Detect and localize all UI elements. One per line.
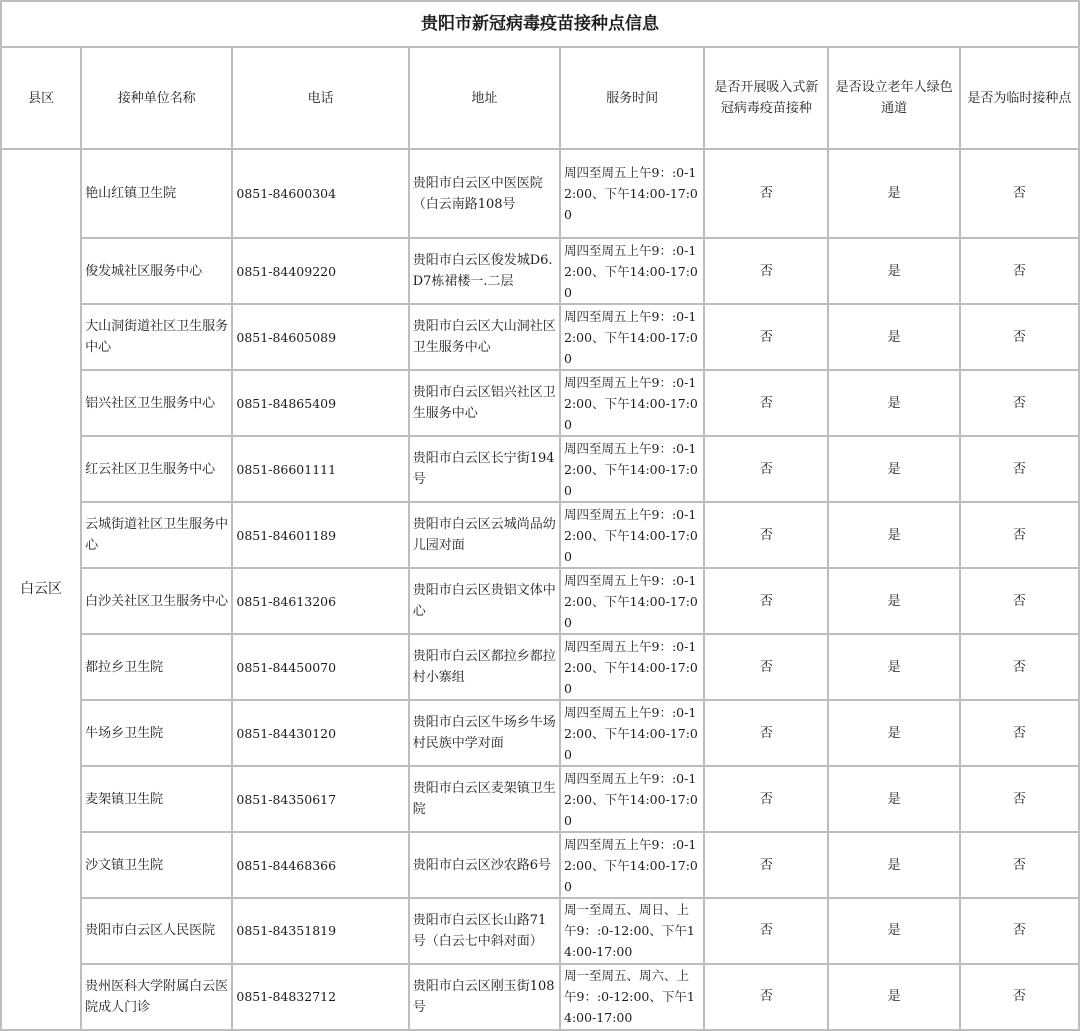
elderly-flag: 是	[829, 239, 958, 303]
site-phone: 0851-86601111	[233, 437, 407, 501]
site-hours: 周四至周五上午9：:0-12:00、下午14:00-17:00	[561, 371, 703, 435]
site-address: 贵阳市白云区俊发城D6.D7栋裙楼一.二层	[410, 239, 559, 303]
site-name: 牛场乡卫生院	[82, 701, 231, 765]
site-address: 贵阳市白云区麦架镇卫生院	[410, 767, 559, 831]
site-name: 大山洞街道社区卫生服务中心	[82, 305, 231, 369]
site-hours: 周四至周五上午9：:0-12:00、下午14:00-17:00	[561, 833, 703, 897]
table-row	[2, 701, 1078, 765]
header-address: 地址	[410, 48, 559, 148]
temporary-flag: 否	[961, 767, 1078, 831]
site-hours: 周四至周五上午9：:0-12:00、下午14:00-17:00	[561, 239, 703, 303]
header-county: 县区	[2, 48, 80, 148]
site-hours: 周四至周五上午9：:0-12:00、下午14:00-17:00	[561, 150, 703, 237]
header-hours: 服务时间	[561, 48, 703, 148]
inhaled-flag: 否	[705, 701, 827, 765]
elderly-flag: 是	[829, 305, 958, 369]
temporary-flag: 否	[961, 569, 1078, 633]
site-hours: 周四至周五上午9：:0-12:00、下午14:00-17:00	[561, 701, 703, 765]
temporary-flag: 否	[961, 833, 1078, 897]
header-row	[2, 48, 1078, 148]
site-hours: 周四至周五上午9：:0-12:00、下午14:00-17:00	[561, 767, 703, 831]
site-phone: 0851-84600304	[233, 150, 407, 237]
site-name: 贵州医科大学附属白云医院成人门诊	[82, 965, 231, 1029]
site-phone: 0851-84832712	[233, 965, 407, 1029]
site-name: 都拉乡卫生院	[82, 635, 231, 699]
site-address: 贵阳市白云区牛场乡牛场村民族中学对面	[410, 701, 559, 765]
temporary-flag: 否	[961, 899, 1078, 963]
site-address: 贵阳市白云区中医医院（白云南路108号	[410, 150, 559, 237]
site-address: 贵阳市白云区刚玉街108号	[410, 965, 559, 1029]
table-row	[2, 239, 1078, 303]
elderly-flag: 是	[829, 833, 958, 897]
site-hours: 周一至周五、周六、上午9：:0-12:00、下午14:00-17:00	[561, 965, 703, 1029]
table-row	[2, 833, 1078, 897]
elderly-flag: 是	[829, 701, 958, 765]
table-row	[2, 305, 1078, 369]
site-hours: 周四至周五上午9：:0-12:00、下午14:00-17:00	[561, 569, 703, 633]
temporary-flag: 否	[961, 437, 1078, 501]
header-elderly: 是否设立老年人绿色通道	[829, 48, 958, 148]
inhaled-flag: 否	[705, 899, 827, 963]
site-address: 贵阳市白云区云城尚品幼儿园对面	[410, 503, 559, 567]
site-phone: 0851-84450070	[233, 635, 407, 699]
inhaled-flag: 否	[705, 437, 827, 501]
site-phone: 0851-84601189	[233, 503, 407, 567]
temporary-flag: 否	[961, 701, 1078, 765]
site-name: 俊发城社区服务中心	[82, 239, 231, 303]
site-address: 贵阳市白云区贵铝文体中心	[410, 569, 559, 633]
site-phone: 0851-84351819	[233, 899, 407, 963]
inhaled-flag: 否	[705, 569, 827, 633]
header-name: 接种单位名称	[82, 48, 231, 148]
inhaled-flag: 否	[705, 305, 827, 369]
temporary-flag: 否	[961, 635, 1078, 699]
temporary-flag: 否	[961, 371, 1078, 435]
table-row	[2, 635, 1078, 699]
table-row	[2, 150, 1078, 237]
site-name: 铝兴社区卫生服务中心	[82, 371, 231, 435]
inhaled-flag: 否	[705, 767, 827, 831]
site-address: 贵阳市白云区铝兴社区卫生服务中心	[410, 371, 559, 435]
elderly-flag: 是	[829, 150, 958, 237]
temporary-flag: 否	[961, 150, 1078, 237]
table-body	[2, 150, 1078, 1029]
table-row	[2, 767, 1078, 831]
site-name: 白沙关社区卫生服务中心	[82, 569, 231, 633]
table-row	[2, 437, 1078, 501]
site-phone: 0851-84468366	[233, 833, 407, 897]
inhaled-flag: 否	[705, 503, 827, 567]
table-row	[2, 899, 1078, 963]
site-name: 麦架镇卫生院	[82, 767, 231, 831]
site-phone: 0851-84430120	[233, 701, 407, 765]
site-name: 贵阳市白云区人民医院	[82, 899, 231, 963]
county-cell: 白云区	[2, 150, 80, 1029]
temporary-flag: 否	[961, 305, 1078, 369]
elderly-flag: 是	[829, 635, 958, 699]
site-name: 沙文镇卫生院	[82, 833, 231, 897]
header-phone: 电话	[233, 48, 407, 148]
temporary-flag: 否	[961, 965, 1078, 1029]
inhaled-flag: 否	[705, 371, 827, 435]
inhaled-flag: 否	[705, 635, 827, 699]
site-name: 艳山红镇卫生院	[82, 150, 231, 237]
site-address: 贵阳市白云区长宁街194号	[410, 437, 559, 501]
header-temporary: 是否为临时接种点	[961, 48, 1078, 148]
elderly-flag: 是	[829, 899, 958, 963]
elderly-flag: 是	[829, 371, 958, 435]
site-phone: 0851-84605089	[233, 305, 407, 369]
table-row	[2, 569, 1078, 633]
site-hours: 周四至周五上午9：:0-12:00、下午14:00-17:00	[561, 305, 703, 369]
site-address: 贵阳市白云区长山路71号（白云七中斜对面）	[410, 899, 559, 963]
elderly-flag: 是	[829, 767, 958, 831]
site-hours: 周四至周五上午9：:0-12:00、下午14:00-17:00	[561, 635, 703, 699]
inhaled-flag: 否	[705, 150, 827, 237]
site-address: 贵阳市白云区大山洞社区卫生服务中心	[410, 305, 559, 369]
elderly-flag: 是	[829, 503, 958, 567]
site-name: 红云社区卫生服务中心	[82, 437, 231, 501]
table-row	[2, 503, 1078, 567]
site-phone: 0851-84350617	[233, 767, 407, 831]
table-row	[2, 371, 1078, 435]
temporary-flag: 否	[961, 239, 1078, 303]
table-title: 贵阳市新冠病毒疫苗接种点信息	[2, 2, 1078, 46]
site-address: 贵阳市白云区都拉乡都拉村小寨组	[410, 635, 559, 699]
inhaled-flag: 否	[705, 833, 827, 897]
temporary-flag: 否	[961, 503, 1078, 567]
elderly-flag: 是	[829, 437, 958, 501]
header-inhaled: 是否开展吸入式新冠病毒疫苗接种	[705, 48, 827, 148]
elderly-flag: 是	[829, 569, 958, 633]
table-row	[2, 965, 1078, 1029]
site-phone: 0851-84409220	[233, 239, 407, 303]
inhaled-flag: 否	[705, 965, 827, 1029]
site-address: 贵阳市白云区沙农路6号	[410, 833, 559, 897]
site-phone: 0851-84865409	[233, 371, 407, 435]
elderly-flag: 是	[829, 965, 958, 1029]
inhaled-flag: 否	[705, 239, 827, 303]
site-hours: 周四至周五上午9：:0-12:00、下午14:00-17:00	[561, 503, 703, 567]
site-hours: 周四至周五上午9：:0-12:00、下午14:00-17:00	[561, 437, 703, 501]
site-hours: 周一至周五、周日、上午9：:0-12:00、下午14:00-17:00	[561, 899, 703, 963]
site-name: 云城街道社区卫生服务中心	[82, 503, 231, 567]
site-phone: 0851-84613206	[233, 569, 407, 633]
